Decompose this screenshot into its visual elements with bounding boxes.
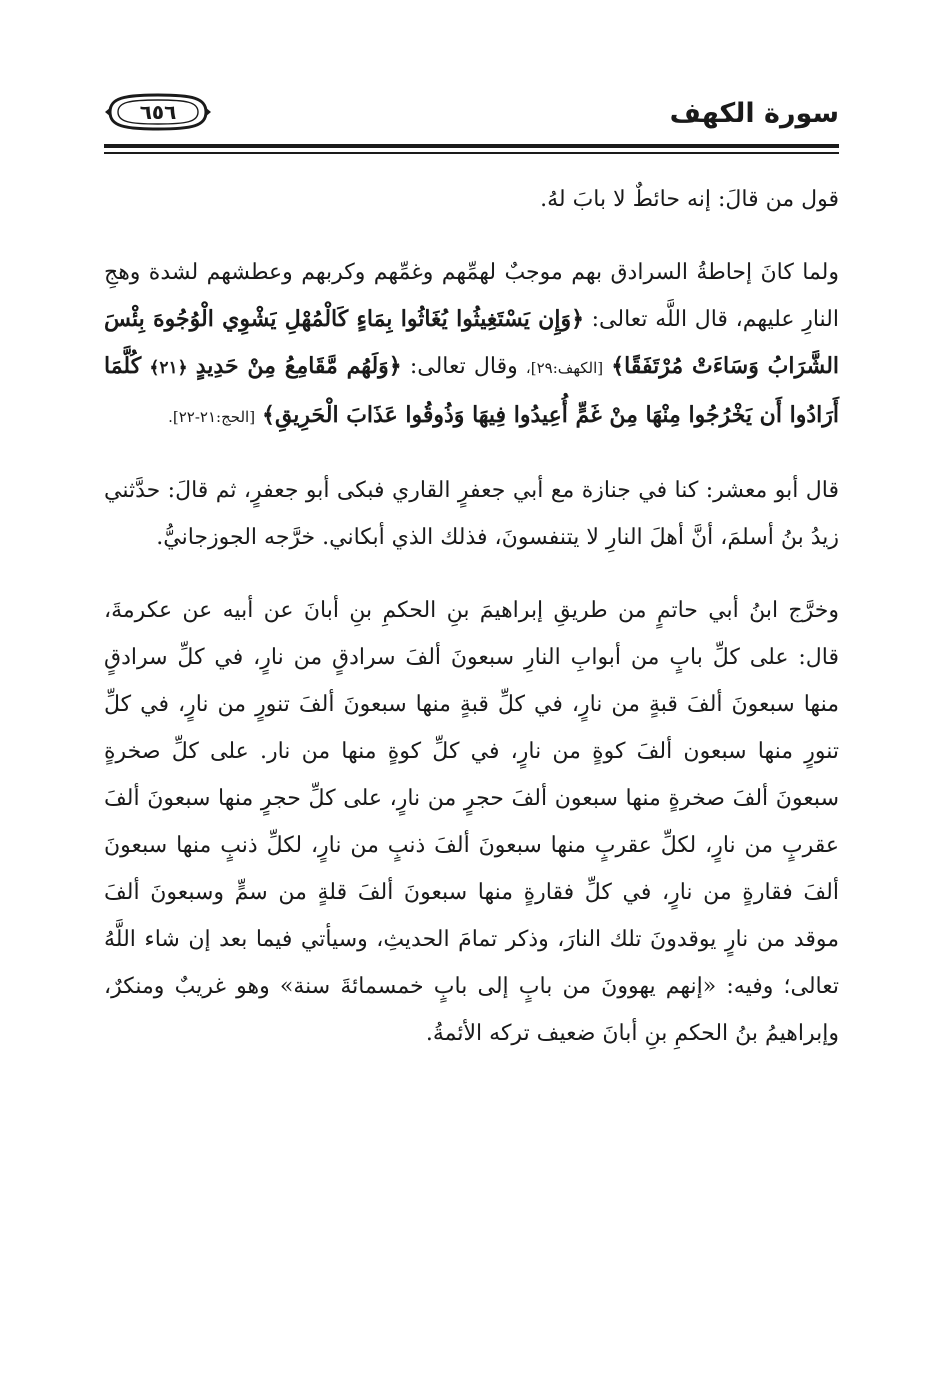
page-number: ٦٥٦ — [139, 100, 177, 124]
main-text — [104, 176, 839, 1083]
page-header — [104, 92, 839, 142]
ayah-number-marker: ﴿٢١﴾ — [149, 358, 188, 378]
paragraph-text: وقال تعالى: — [409, 354, 518, 379]
paragraph-4 — [104, 587, 839, 1057]
page-number-badge — [104, 92, 212, 132]
verse-reference: [الكهف:٢٩]، — [525, 359, 604, 377]
quran-verse: كُلَّمَا أَرَادُوا أَن يَخْرُجُوا مِنْهَا مِنْ غَمٍّ أُعِيدُوا فِيهَا وَذُوقُوا عَذَابَ الْحَرِيقِ﴾ — [104, 353, 839, 428]
paragraph-3 — [104, 467, 839, 561]
paragraph-text: ولما كانَ إحاطةُ السرادق بهم موجبٌ لهمِّهم وغمِّهم وكربهم وعطشهم لشدة وهجِ النارِ عليهم، قال اللَّه تعالى: — [104, 260, 839, 332]
paragraph-1 — [104, 176, 839, 223]
header-rule-thin — [104, 152, 839, 154]
paragraph-text: وخرَّج ابنُ أبي حاتمٍ من طريقِ إبراهيمَ بنِ الحكمِ بنِ أبانَ عن أبيه عن عكرمةَ، قال: على كلِّ بابٍ من أبوابِ النارِ سبعونَ ألفَ سرادقٍ من نارٍ، في كلِّ سرادقٍ منها سبعونَ ألفَ قبةٍ من نارٍ، في كلِّ قبةٍ منها سبعونَ ألفَ تنورٍ من نارٍ، في كلِّ تنورٍ منها سبعون ألفَ كوةٍ من نارٍ، في كلِّ كوةٍ منها من نار. على كلِّ صخرةٍ سبعونَ ألفَ صخرةٍ منها سبعون ألفَ حجرٍ من نارٍ، على كلِّ حجرٍ منها سبعونَ ألفَ عقربٍ من نارٍ، لكلِّ عقربٍ منها سبعونَ ألفَ ذنبٍ من نارٍ، لكلِّ ذنبٍ منها سبعونَ ألفَ فقارةٍ من نارٍ، في كلِّ فقارةٍ منها سبعونَ ألفَ قلةٍ من سمٍّ وسبعونَ ألفَ موقد من نارٍ يوقدونَ تلك النارَ، وذكر تمامَ الحديثِ، وسيأتي فيما بعد إن شاء اللَّهُ تعالى؛ وفيه: «إنهم يهوونَ من بابٍ إلى بابٍ خمسمائةَ سنة» وهو غريبٌ ومنكرٌ، وإبراهيمُ بنُ الحكمِ بنِ أبانَ ضعيف تركه الأئمةُ. — [104, 598, 839, 1046]
surah-title: سورة الكهف — [669, 98, 839, 129]
quran-verse: ﴿وَلَهُم مَّقَامِعُ مِنْ حَدِيدٍ — [195, 353, 402, 379]
quran-verse: ﴿وَإِن يَسْتَغِيثُوا يُغَاثُوا بِمَاءٍ كَالْمُهْلِ يَشْوِي الْوُجُوهَ بِئْسَ الشَّرَابُ وَسَاءَتْ مُرْتَفَقًا﴾ — [104, 306, 840, 379]
verse-reference: [الحج:٢١-٢٢]. — [168, 408, 256, 426]
header-rule-thick — [104, 144, 839, 148]
paragraph-text: قال أبو معشر: كنا في جنازة مع أبي جعفرٍ القاري فبكى أبو جعفرٍ، ثم قالَ: حدَّثني زيدُ بنُ أسلمَ، أنَّ أهلَ النارِ لا يتنفسونَ، فذلك الذي أبكاني. خرَّجه الجوزجانيُّ. — [104, 478, 839, 550]
paragraph-2 — [104, 249, 839, 441]
paragraph-text: قول من قالَ: إنه حائطٌ لا بابَ لهُ. — [540, 187, 839, 212]
